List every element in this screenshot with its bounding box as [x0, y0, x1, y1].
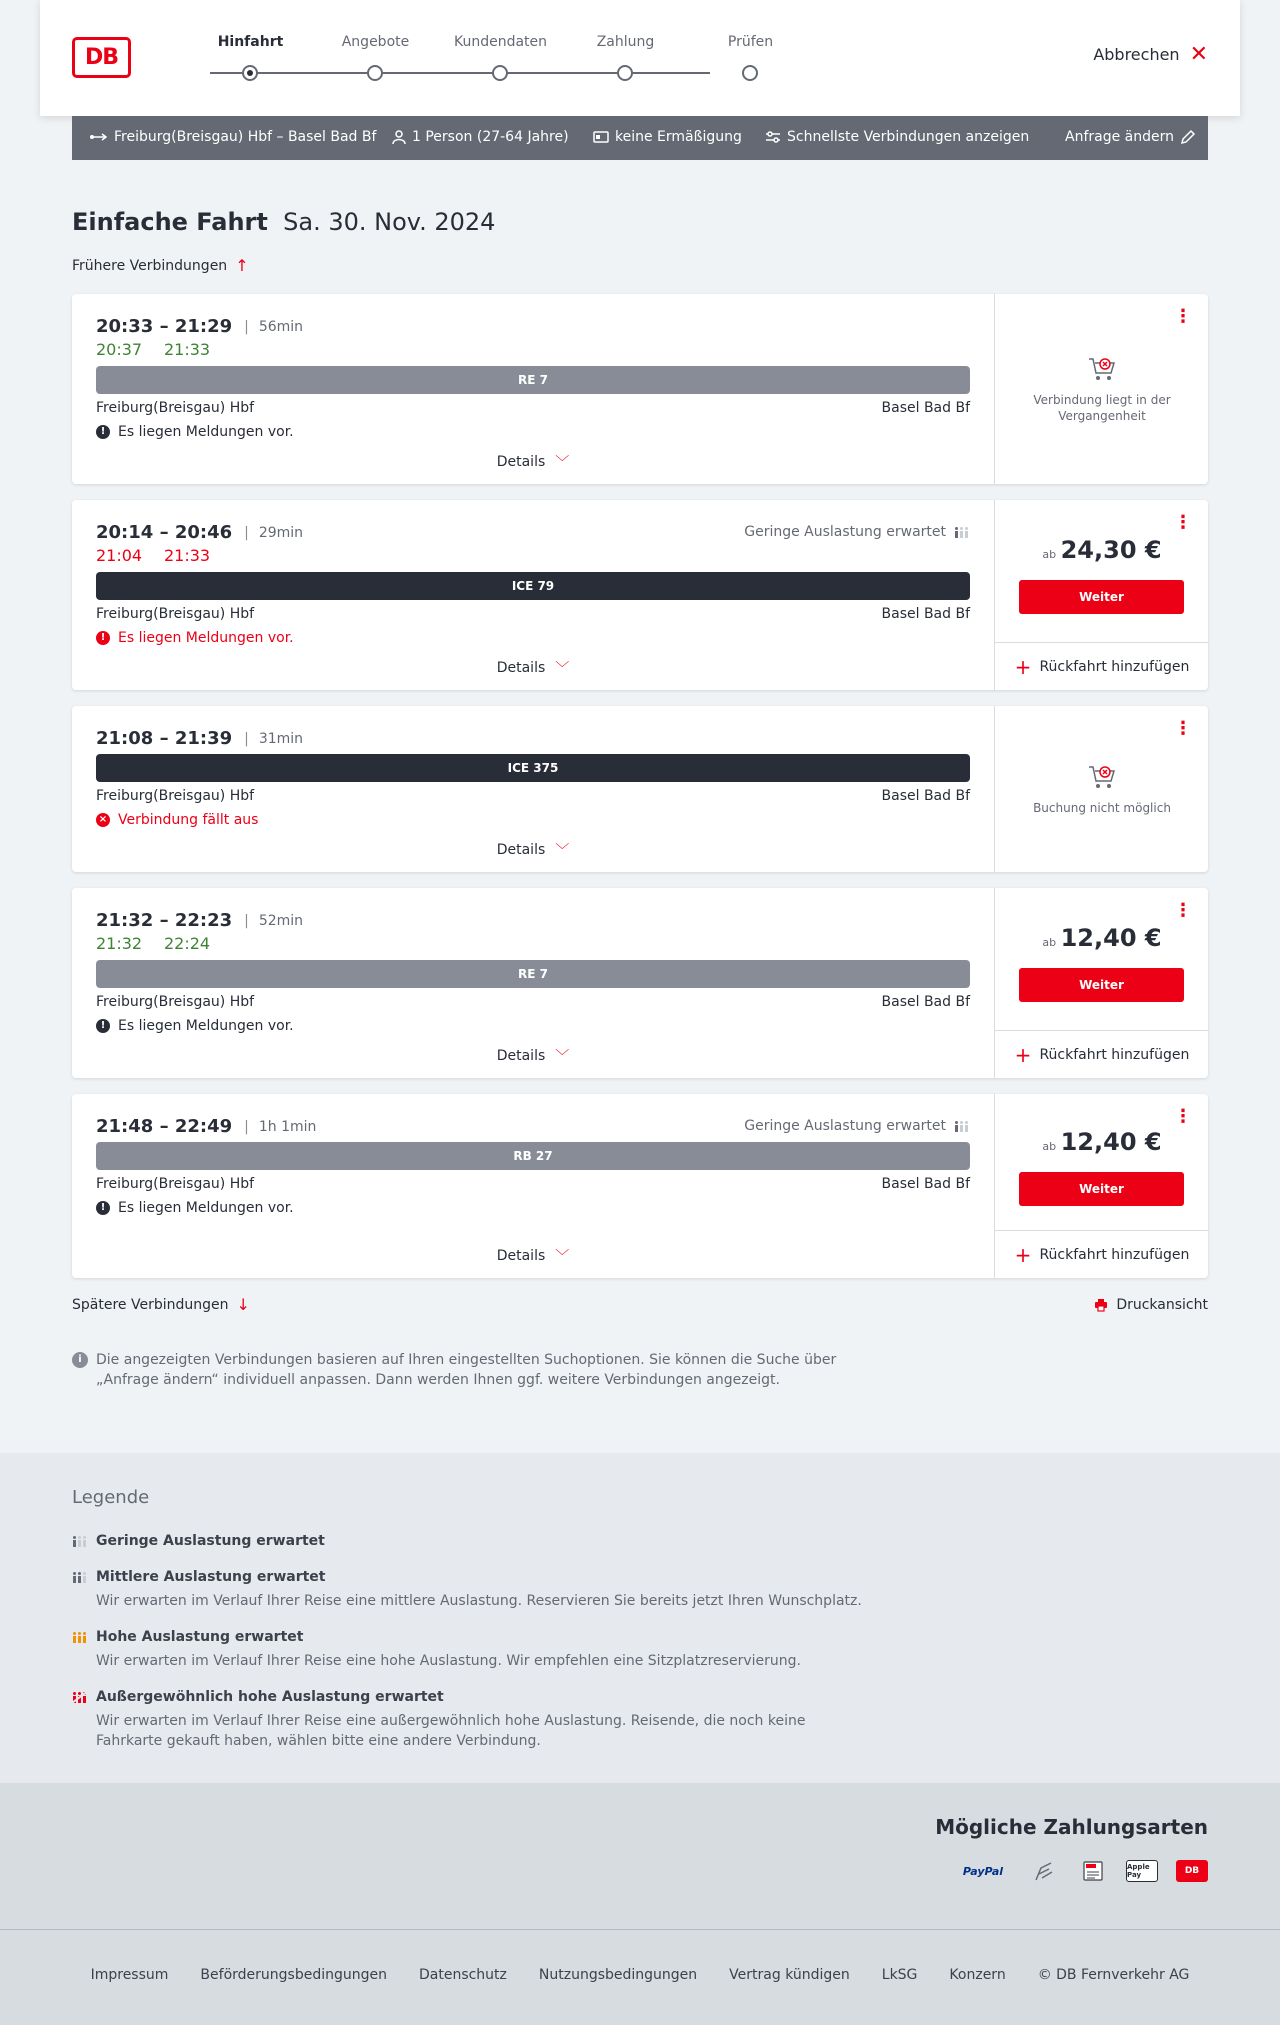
- add-return-button[interactable]: [995, 1230, 1209, 1278]
- booking-header: [40, 0, 1240, 116]
- route-arrow-icon: [90, 132, 108, 142]
- message-text: Es liegen Meldungen vor.: [118, 1018, 294, 1034]
- connection-times: 21:48 – 22:49 | 1h 1min: [96, 1116, 317, 1137]
- legend-item: [72, 1689, 972, 1751]
- more-options-icon[interactable]: ⋮: [1174, 306, 1192, 327]
- occupancy-low-icon: [954, 1120, 970, 1132]
- duration: 52min: [258, 912, 304, 929]
- connection-card: [72, 294, 1208, 484]
- duration: 1h 1min: [258, 1118, 317, 1135]
- occupancy-exceptional-icon: [72, 1691, 88, 1703]
- connection-main[interactable]: [72, 500, 994, 690]
- info-icon: !: [96, 1201, 110, 1215]
- continue-button[interactable]: Weiter: [1019, 1172, 1184, 1206]
- footer-link-datenschutz[interactable]: Datenschutz: [418, 1967, 507, 1983]
- price-display: [995, 536, 1209, 564]
- connection-times: 20:33 – 21:29 | 56min: [96, 316, 304, 337]
- legend-item-title: Geringe Auslastung erwartet: [96, 1533, 325, 1549]
- close-icon: ✕: [1189, 41, 1208, 67]
- progress-stepper: [210, 34, 810, 84]
- offer-status: [995, 764, 1209, 816]
- later-connections-link[interactable]: [72, 1297, 250, 1313]
- realtime-arrival: 22:24: [164, 934, 211, 953]
- card-icon: [593, 131, 609, 143]
- footer-link-nutzung[interactable]: Nutzungsbedingungen: [538, 1967, 698, 1983]
- message-text: Es liegen Meldungen vor.: [118, 424, 294, 440]
- schedule-times: 21:08 – 21:39: [96, 728, 233, 749]
- legend-item: [72, 1629, 972, 1671]
- legend-item-title: Hohe Auslastung erwartet: [96, 1629, 304, 1645]
- message-notice[interactable]: [96, 424, 294, 440]
- earlier-connections-link[interactable]: [72, 258, 249, 274]
- add-return-label: Rückfahrt hinzufügen: [1039, 1246, 1190, 1263]
- schedule-times: 20:33 – 21:29: [96, 316, 233, 337]
- change-request-label: Anfrage ändern: [1065, 129, 1174, 145]
- step-label-angebote: Angebote: [341, 34, 410, 50]
- db-payment-label: DB: [1184, 1866, 1200, 1876]
- details-toggle[interactable]: [72, 1046, 994, 1066]
- legend-section: [0, 1453, 1280, 1783]
- connection-card: [72, 1094, 1208, 1278]
- discount-summary: [593, 129, 742, 145]
- filter-summary: [765, 129, 1029, 145]
- add-return-button[interactable]: [995, 1030, 1209, 1078]
- details-label: Details: [496, 660, 546, 676]
- status-text: Verbindung liegt in der Vergangenheit: [1033, 393, 1171, 423]
- apple-pay-label: Apple Pay: [1127, 1863, 1150, 1879]
- page-title: [72, 208, 495, 236]
- print-label: Druckansicht: [1116, 1297, 1208, 1313]
- train-bar[interactable]: ICE 79: [96, 572, 970, 600]
- destination-station: Basel Bad Bf: [881, 1176, 970, 1192]
- chevron-down-icon: ﹀: [555, 455, 570, 471]
- continue-button[interactable]: Weiter: [1019, 968, 1184, 1002]
- message-text: Verbindung fällt aus: [118, 812, 259, 828]
- plus-icon: +: [1014, 654, 1032, 679]
- offer-panel: [994, 706, 1208, 872]
- warning-icon: !: [96, 631, 110, 645]
- offer-panel: [994, 1094, 1208, 1278]
- message-notice[interactable]: [96, 1200, 294, 1216]
- filter-text: Schnellste Verbindungen anzeigen: [787, 129, 1030, 145]
- later-label: Spätere Verbindungen: [72, 1297, 229, 1313]
- footer-links: [0, 1967, 1280, 1983]
- train-bar[interactable]: RE 7: [96, 366, 970, 394]
- schedule-times: 20:14 – 20:46: [96, 522, 233, 543]
- more-options-icon[interactable]: ⋮: [1174, 900, 1192, 921]
- credit-card-icon: [1032, 1860, 1056, 1882]
- stepper-line: [210, 72, 710, 74]
- connection-card: [72, 706, 1208, 872]
- message-notice[interactable]: [96, 1018, 294, 1034]
- db-logo[interactable]: DB: [72, 37, 131, 78]
- legend-item-description: Wir erwarten im Verlauf Ihrer Reise eine außergewöhnlich hohe Auslastung. Reisende, die noch keine Fahrkarte gekauft haben, wählen bitte eine andere Verbindung.: [96, 1713, 806, 1749]
- legend-item-title: Außergewöhnlich hohe Auslastung erwartet: [96, 1689, 444, 1705]
- footer: [0, 1929, 1280, 2025]
- connection-card: [72, 888, 1208, 1078]
- discount-text: keine Ermäßigung: [615, 129, 742, 145]
- price-value: 12,40 €: [1060, 1128, 1162, 1156]
- price-prefix: ab: [1042, 1140, 1057, 1153]
- more-options-icon[interactable]: ⋮: [1174, 512, 1192, 533]
- more-options-icon[interactable]: ⋮: [1174, 1106, 1192, 1127]
- print-view-link[interactable]: [1094, 1297, 1208, 1313]
- step-label-pruefen: Prüfen: [727, 34, 774, 50]
- origin-station: Freiburg(Breisgau) Hbf: [96, 606, 255, 622]
- status-text: Buchung nicht möglich: [1033, 801, 1171, 815]
- occupancy-text: Geringe Auslastung erwartet: [744, 1118, 946, 1134]
- add-return-label: Rückfahrt hinzufügen: [1039, 1046, 1190, 1063]
- connection-times: 20:14 – 20:46 | 29min: [96, 522, 304, 543]
- apple-pay-icon: [1126, 1860, 1158, 1882]
- printer-icon: [1094, 1298, 1108, 1312]
- route-text: Freiburg(Breisgau) Hbf – Basel Bad Bf: [114, 129, 377, 145]
- arrow-up-icon: ↑: [235, 256, 249, 275]
- price-display: [995, 1128, 1209, 1156]
- plus-icon: +: [1014, 1242, 1032, 1267]
- more-options-icon[interactable]: ⋮: [1174, 718, 1192, 739]
- person-icon: [392, 130, 406, 144]
- legend-title: Legende: [72, 1487, 150, 1508]
- occupancy-low-icon: [954, 526, 970, 538]
- legend-item: [72, 1569, 972, 1611]
- occupancy-medium-icon: [72, 1571, 88, 1583]
- persons-text: 1 Person (27-64 Jahre): [412, 129, 569, 145]
- connection-main[interactable]: [72, 1094, 994, 1278]
- offer-panel: [994, 888, 1208, 1078]
- realtime-times: [96, 546, 232, 565]
- duration: 56min: [258, 318, 304, 335]
- destination-station: Basel Bad Bf: [881, 606, 970, 622]
- connection-main[interactable]: [72, 294, 994, 484]
- cancelled-icon: ×: [96, 813, 110, 827]
- chevron-down-icon: ﹀: [555, 1249, 570, 1265]
- cancel-button[interactable]: [1093, 41, 1208, 67]
- offer-panel: [994, 294, 1208, 484]
- duration: 31min: [258, 730, 304, 747]
- connection-times: 21:08 – 21:39 | 31min: [96, 728, 304, 749]
- change-request-button[interactable]: [1065, 129, 1196, 145]
- occupancy-indicator[interactable]: [744, 524, 970, 540]
- persons-summary: [392, 129, 569, 145]
- price-prefix: ab: [1042, 936, 1057, 949]
- step-label-kundendaten: Kundendaten: [453, 34, 548, 50]
- origin-station: Freiburg(Breisgau) Hbf: [96, 788, 255, 804]
- step-dot-pruefen: [742, 65, 758, 81]
- destination-station: Basel Bad Bf: [881, 788, 970, 804]
- payment-title: Mögliche Zahlungsarten: [935, 1815, 1208, 1839]
- offer-status: [995, 356, 1209, 424]
- origin-station: Freiburg(Breisgau) Hbf: [96, 994, 255, 1010]
- legend-item-title: Mittlere Auslastung erwartet: [96, 1569, 326, 1585]
- legend-item: [72, 1533, 972, 1549]
- step-dot-zahlung: [617, 65, 633, 81]
- train-bar[interactable]: RE 7: [96, 960, 970, 988]
- search-summary-bar: [72, 116, 1208, 160]
- footer-link-kuendigen[interactable]: Vertrag kündigen: [729, 1967, 850, 1983]
- message-notice[interactable]: [96, 630, 294, 646]
- info-circle-icon: i: [72, 1352, 88, 1368]
- cart-unavailable-icon: [1088, 764, 1116, 790]
- occupancy-low-icon: [72, 1535, 88, 1547]
- schedule-times: 21:32 – 22:23: [96, 910, 233, 931]
- message-notice[interactable]: [96, 812, 258, 828]
- realtime-arrival: 21:33: [164, 340, 211, 359]
- train-bar[interactable]: RB 27: [96, 1142, 970, 1170]
- chevron-down-icon: ﹀: [555, 661, 570, 677]
- origin-station: Freiburg(Breisgau) Hbf: [96, 400, 255, 416]
- occupancy-high-icon: [72, 1631, 88, 1643]
- realtime-departure: 20:37: [96, 340, 143, 359]
- plus-icon: +: [1014, 1042, 1032, 1067]
- occupancy-text: Geringe Auslastung erwartet: [744, 524, 946, 540]
- connection-card: [72, 500, 1208, 690]
- info-icon: !: [96, 425, 110, 439]
- duration: 29min: [258, 524, 304, 541]
- trip-date: Sa. 30. Nov. 2024: [283, 208, 496, 236]
- offer-panel: [994, 500, 1208, 690]
- route-summary: [90, 129, 376, 145]
- continue-button[interactable]: Weiter: [1019, 580, 1184, 614]
- legend-item-description: Wir erwarten im Verlauf Ihrer Reise eine mittlere Auslastung. Reservieren Sie bereits jetzt Ihren Wunschplatz.: [96, 1593, 862, 1609]
- payment-methods-section: [0, 1783, 1280, 1929]
- earlier-label: Frühere Verbindungen: [72, 258, 228, 274]
- footer-link-befoerderung[interactable]: Beförderungsbedingungen: [200, 1967, 387, 1983]
- arrow-down-icon: ↓: [236, 1295, 250, 1314]
- info-note: [72, 1350, 872, 1390]
- pencil-icon: [1180, 129, 1196, 145]
- details-toggle[interactable]: [72, 1246, 994, 1266]
- info-icon: !: [96, 1019, 110, 1033]
- realtime-arrival: 21:33: [164, 546, 211, 565]
- origin-station: Freiburg(Breisgau) Hbf: [96, 1176, 255, 1192]
- footer-link-konzern[interactable]: Konzern: [949, 1967, 1006, 1983]
- details-label: Details: [496, 1248, 546, 1264]
- footer-copyright: © DB Fernverkehr AG: [1037, 1967, 1190, 1983]
- train-bar[interactable]: ICE 375: [96, 754, 970, 782]
- trip-type: Einfache Fahrt: [72, 208, 268, 236]
- details-label: Details: [496, 454, 546, 470]
- occupancy-indicator[interactable]: [744, 1118, 970, 1134]
- destination-station: Basel Bad Bf: [881, 994, 970, 1010]
- details-toggle[interactable]: [72, 840, 994, 860]
- chevron-down-icon: ﹀: [555, 1049, 570, 1065]
- realtime-times: [96, 934, 232, 953]
- filter-icon: [765, 131, 781, 143]
- realtime-times: [96, 340, 232, 359]
- message-text: Es liegen Meldungen vor.: [118, 1200, 294, 1216]
- cart-unavailable-icon: [1088, 356, 1116, 382]
- connection-main[interactable]: [72, 706, 994, 872]
- cancel-label: Abbrechen: [1093, 45, 1180, 64]
- details-label: Details: [496, 1048, 546, 1064]
- details-label: Details: [496, 842, 546, 858]
- destination-station: Basel Bad Bf: [881, 400, 970, 416]
- add-return-label: Rückfahrt hinzufügen: [1039, 658, 1190, 675]
- chevron-down-icon: ﹀: [555, 843, 570, 859]
- details-toggle[interactable]: [72, 658, 994, 678]
- info-text: Die angezeigten Verbindungen basieren auf Ihren eingestellten Suchoptionen. Sie können die Suche über „Anfrage ändern“ individuell anpassen. Dann werden Ihnen ggf. weitere Verbindungen angezeigt.: [96, 1352, 837, 1388]
- footer-link-lksg[interactable]: LkSG: [881, 1967, 918, 1983]
- realtime-departure: 21:32: [96, 934, 143, 953]
- db-payment-icon: [1176, 1860, 1208, 1882]
- step-label-hinfahrt: Hinfahrt: [217, 34, 284, 50]
- step-dot-kundendaten: [492, 65, 508, 81]
- paypal-icon: PayPal: [962, 1864, 1004, 1878]
- realtime-departure: 21:04: [96, 546, 143, 565]
- connection-times: 21:32 – 22:23 | 52min: [96, 910, 304, 931]
- step-dot-hinfahrt: [242, 65, 258, 81]
- schedule-times: 21:48 – 22:49: [96, 1116, 233, 1137]
- add-return-button[interactable]: [995, 642, 1209, 690]
- footer-link-impressum[interactable]: Impressum: [90, 1967, 169, 1983]
- price-value: 12,40 €: [1060, 924, 1162, 952]
- sepa-icon: [1082, 1860, 1106, 1882]
- message-text: Es liegen Meldungen vor.: [118, 630, 294, 646]
- step-dot-angebote: [367, 65, 383, 81]
- legend-item-description: Wir erwarten im Verlauf Ihrer Reise eine hohe Auslastung. Wir empfehlen eine Sitzplatzreservierung.: [96, 1653, 801, 1669]
- connection-main[interactable]: [72, 888, 994, 1078]
- details-toggle[interactable]: [72, 452, 994, 472]
- price-display: [995, 924, 1209, 952]
- price-value: 24,30 €: [1060, 536, 1162, 564]
- price-prefix: ab: [1042, 548, 1057, 561]
- step-label-zahlung: Zahlung: [596, 34, 655, 50]
